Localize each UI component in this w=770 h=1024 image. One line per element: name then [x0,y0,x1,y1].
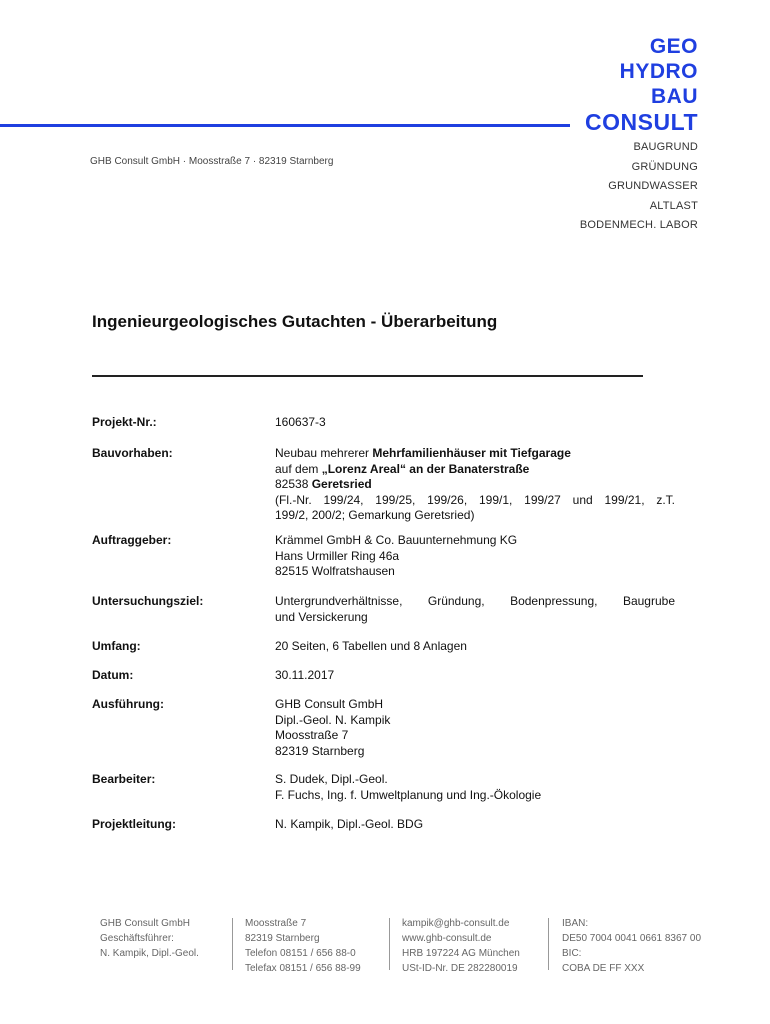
datum-value: 30.11.2017 [275,668,335,682]
untersuchungsziel-line: und Versickerung [275,609,368,624]
footer-divider [548,918,549,970]
bauvorhaben-line-4: (Fl.-Nr. 199/24, 199/25, 199/26, 199/1, 199/27 und 199/21, z.T. [275,492,675,507]
bauvorhaben-line-3: 82538 Geretsried [275,477,372,491]
logo-underline [0,124,570,127]
field-value [275,594,675,625]
service-item: BAUGRUND [633,141,698,153]
field-value [275,415,675,431]
field-label: Bearbeiter: [92,772,156,786]
projekt-nr-value: 160637-3 [275,415,326,429]
field-value [275,639,675,655]
field-label: Projekt-Nr.: [92,415,157,429]
footer-company [100,916,199,961]
footer-line: Moosstraße 7 [245,918,307,929]
service-item: ALTLAST [649,199,698,212]
page-footer [0,916,770,976]
service-item: GRUNDWASSER [608,180,698,192]
bearbeiter-line: S. Dudek, Dipl.-Geol. [275,772,388,786]
services-list [580,138,698,236]
footer-line: Telefax 08151 / 656 88-99 [245,963,361,974]
ausfuehrung-line: Moosstraße 7 [275,728,349,742]
auftraggeber-line: Krämmel GmbH & Co. Bauunternehmung KG [275,533,518,547]
auftraggeber-line: Hans Urmiller Ring 46a [275,548,400,563]
footer-line: GHB Consult GmbH [100,918,191,929]
field-label: Projektleitung: [92,817,177,831]
footer-line: Telefon 08151 / 656 88-0 [245,948,356,959]
field-value [275,772,675,803]
company-logo [585,34,698,135]
field-value [275,817,675,833]
logo-line-consult: CONSULT [585,109,698,135]
field-label: Umfang: [92,639,141,653]
ausfuehrung-line: 82319 Starnberg [275,743,365,758]
bauvorhaben-line-5: 199/2, 200/2; Gemarkung Geretsried) [275,508,475,522]
umfang-value: 20 Seiten, 6 Tabellen und 8 Anlagen [275,639,467,653]
footer-line: HRB 197224 AG München [402,948,520,959]
footer-divider [389,918,390,970]
bauvorhaben-line-1: Neubau mehrerer Mehrfamilienhäuser mit Tiefgarage [275,446,571,460]
footer-email-link[interactable]: kampik@ghb-consult.de [402,918,510,929]
field-value [275,533,675,580]
field-value [275,668,675,684]
field-label: Untersuchungsziel: [92,594,204,608]
footer-contact [402,916,520,976]
auftraggeber-line: 82515 Wolfratshausen [275,564,395,578]
footer-line: 82319 Starnberg [245,933,320,944]
logo-line-bau: BAU [651,85,698,108]
field-value [275,446,675,524]
footer-divider [232,918,233,970]
ausfuehrung-line: GHB Consult GmbH [275,697,384,711]
logo-line-geo: GEO [649,35,698,58]
ausfuehrung-line: Dipl.-Geol. N. Kampik [275,712,391,727]
footer-line: IBAN: [562,918,589,929]
untersuchungsziel-line: Untergrundverhältnisse, Gründung, Bodenpressung, Baugrube [275,594,675,608]
footer-address [245,916,361,976]
field-value [275,697,675,759]
bearbeiter-line: F. Fuchs, Ing. f. Umweltplanung und Ing.-Ökologie [275,787,542,802]
footer-line: BIC: [562,948,582,959]
footer-website-link[interactable]: www.ghb-consult.de [402,933,492,944]
projektleitung-value: N. Kampik, Dipl.-Geol. BDG [275,817,424,831]
footer-line: COBA DE FF XXX [562,963,645,974]
title-divider [92,375,643,377]
bauvorhaben-line-2: auf dem „Lorenz Areal“ an der Banaterstraße [275,461,530,476]
sender-address: GHB Consult GmbH · Moosstraße 7 · 82319 Starnberg [90,156,334,167]
footer-line: N. Kampik, Dipl.-Geol. [100,948,199,959]
footer-line: DE50 7004 0041 0661 8367 00 [562,933,702,944]
service-item: BODENMECH. LABOR [579,219,698,231]
field-label: Ausführung: [92,697,164,711]
footer-bank [562,916,701,976]
footer-line: USt-ID-Nr. DE 282280019 [402,963,518,974]
field-label: Datum: [92,668,134,682]
document-title: Ingenieurgeologisches Gutachten - Überarbeitung [92,312,498,331]
service-item: GRÜNDUNG [631,160,698,173]
footer-line: Geschäftsführer: [100,933,174,944]
field-label: Auftraggeber: [92,533,172,547]
logo-line-hydro: HYDRO [619,60,698,83]
field-label: Bauvorhaben: [92,446,173,460]
